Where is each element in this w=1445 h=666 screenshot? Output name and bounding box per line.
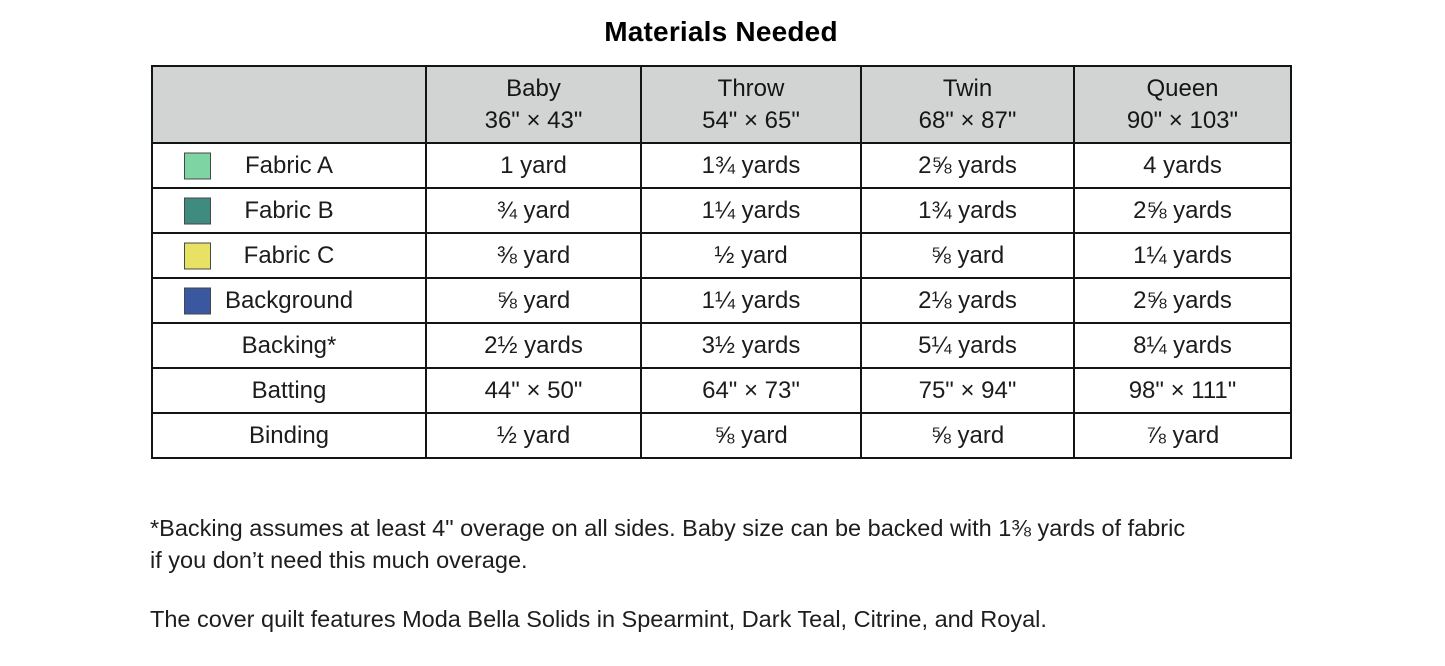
row-label: Binding <box>248 421 330 449</box>
table-cell: 1 yard <box>426 143 641 188</box>
header-cell-empty <box>152 66 426 143</box>
header-cell-throw <box>641 66 861 143</box>
size-name: Twin <box>942 74 993 102</box>
row-label-cell <box>152 143 426 188</box>
backing-footnote <box>150 512 1300 576</box>
cover-quilt-note: The cover quilt features Moda Bella Solids in Spearmint, Dark Teal, Citrine, and Royal. <box>150 606 1047 632</box>
size-name: Throw <box>717 74 785 102</box>
table-cell: 1¼ yards <box>641 278 861 323</box>
size-dimensions: 90" × 103" <box>1126 106 1239 134</box>
table-cell: 44" × 50" <box>426 368 641 413</box>
table-cell: ¾ yard <box>426 188 641 233</box>
background-swatch <box>184 287 211 314</box>
header-cell-queen <box>1074 66 1291 143</box>
fabric-b-swatch <box>184 197 211 224</box>
table-cell: 2⅛ yards <box>861 278 1074 323</box>
row-label-cell <box>152 188 426 233</box>
size-name: Baby <box>506 74 561 102</box>
table-cell: 1¼ yards <box>641 188 861 233</box>
table-row-fabric-a <box>152 143 1291 188</box>
row-label-cell <box>152 278 426 323</box>
table-cell: 4 yards <box>1074 143 1291 188</box>
row-label: Batting <box>251 376 327 404</box>
table-cell: 64" × 73" <box>641 368 861 413</box>
table-cell: 1¾ yards <box>861 188 1074 233</box>
row-label-cell <box>152 323 426 368</box>
table-cell: ½ yard <box>426 413 641 458</box>
size-dimensions: 54" × 65" <box>702 106 800 134</box>
backing-footnote-line-2: if you don’t need this much overage. <box>150 547 528 573</box>
materials-table <box>151 65 1292 459</box>
table-cell: 2⅝ yards <box>1074 188 1291 233</box>
row-label: Background <box>224 286 354 314</box>
table-cell: 2⅝ yards <box>1074 278 1291 323</box>
row-label-cell <box>152 413 426 458</box>
size-name: Queen <box>1146 74 1219 102</box>
table-cell: 2⅝ yards <box>861 143 1074 188</box>
table-cell: 3½ yards <box>641 323 861 368</box>
row-label: Fabric A <box>244 151 334 179</box>
table-cell: ⅜ yard <box>426 233 641 278</box>
table-cell: 5¼ yards <box>861 323 1074 368</box>
row-label: Backing* <box>241 331 337 359</box>
table-cell: 1¼ yards <box>1074 233 1291 278</box>
row-label-cell <box>152 368 426 413</box>
row-label: Fabric C <box>243 241 335 269</box>
fabric-a-swatch <box>184 152 211 179</box>
row-label-cell <box>152 233 426 278</box>
table-cell: 2½ yards <box>426 323 641 368</box>
fabric-c-swatch <box>184 242 211 269</box>
table-row-binding <box>152 413 1291 458</box>
size-dimensions: 36" × 43" <box>484 106 583 134</box>
table-row-backing <box>152 323 1291 368</box>
table-row-background <box>152 278 1291 323</box>
table-row-fabric-c <box>152 233 1291 278</box>
table-cell: 98" × 111" <box>1074 368 1291 413</box>
table-cell: ½ yard <box>641 233 861 278</box>
table-row-fabric-b <box>152 188 1291 233</box>
table-cell: ⅝ yard <box>861 413 1074 458</box>
backing-footnote-line-1: *Backing assumes at least 4" overage on all sides. Baby size can be backed with 1⅜ yards of fabric <box>150 515 1186 541</box>
table-cell: 1¾ yards <box>641 143 861 188</box>
table-cell: ⅝ yard <box>641 413 861 458</box>
header-row <box>152 66 1291 143</box>
table-cell: 8¼ yards <box>1074 323 1291 368</box>
header-cell-twin <box>861 66 1074 143</box>
table-cell: ⅞ yard <box>1074 413 1291 458</box>
table-row-batting <box>152 368 1291 413</box>
size-dimensions: 68" × 87" <box>918 106 1017 134</box>
header-cell-baby <box>426 66 641 143</box>
table-cell: ⅝ yard <box>426 278 641 323</box>
table-cell: 75" × 94" <box>861 368 1074 413</box>
row-label: Fabric B <box>244 196 334 224</box>
table-cell: ⅝ yard <box>861 233 1074 278</box>
page-title: Materials Needed <box>604 16 838 47</box>
